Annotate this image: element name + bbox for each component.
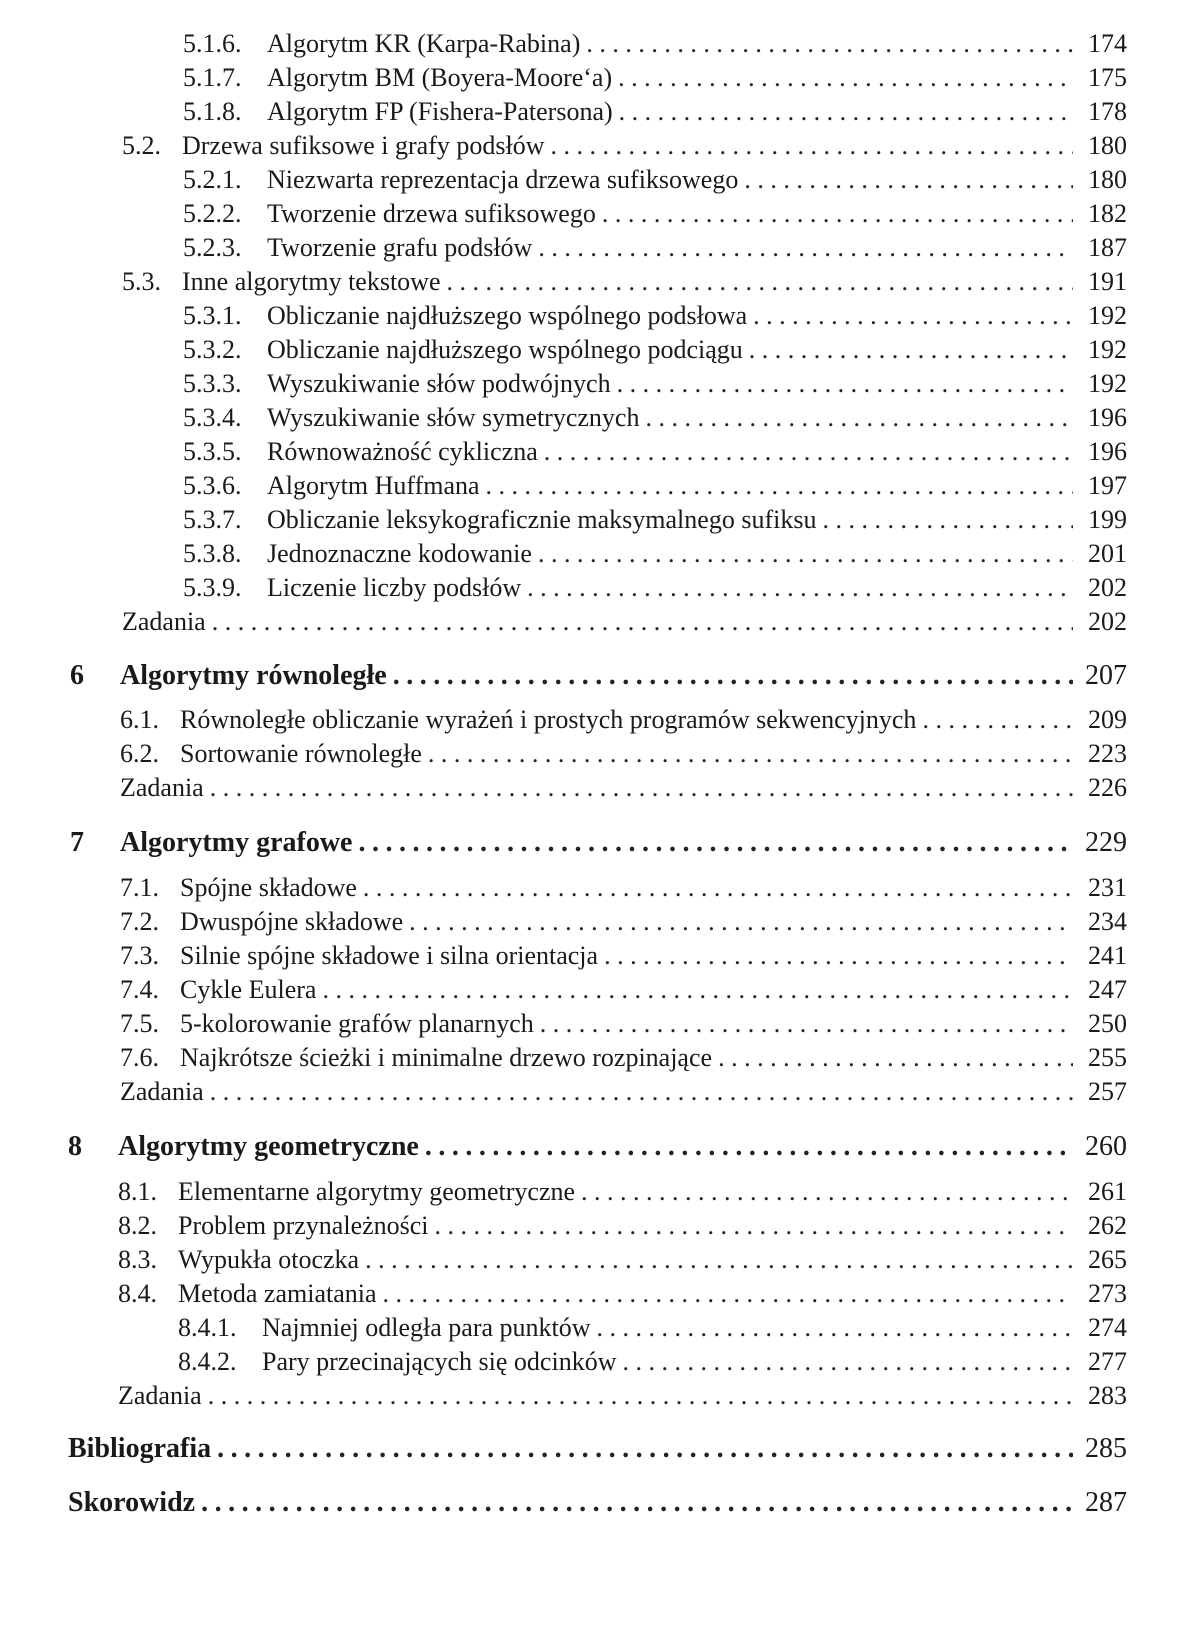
toc-entry-6-2 (120, 737, 1127, 771)
toc-entry-page: 202 (1088, 573, 1127, 602)
toc-entry-page: 192 (1088, 369, 1127, 398)
toc-entry-number: 5.3.2. (183, 335, 242, 364)
chapter-number: 8 (68, 1131, 82, 1162)
toc-entry-title: Tworzenie drzewa sufiksowego (267, 199, 596, 228)
toc-entry-5-2 (122, 129, 1127, 163)
toc-entry-number: 5.1.8. (183, 97, 242, 126)
dot-leader (718, 1041, 1073, 1075)
dot-leader (409, 905, 1073, 939)
toc-entry-zadania (122, 605, 1127, 639)
toc-entry-number: 7.5. (120, 1009, 159, 1038)
toc-entry-7-3 (120, 939, 1127, 973)
toc-entry-title: Równoważność cykliczna (267, 437, 538, 466)
toc-entry-number: 5.2.1. (183, 165, 242, 194)
toc-entry-number: 5.1.7. (183, 63, 242, 92)
toc-entry-5-3-1 (183, 299, 1127, 333)
dot-leader (383, 1277, 1073, 1311)
toc-entry-5-3-9 (183, 571, 1127, 605)
toc-entry-number: 8.1. (118, 1177, 157, 1206)
dot-leader (212, 605, 1073, 639)
toc-entry-page: 192 (1088, 335, 1127, 364)
toc-entry-page: 283 (1088, 1381, 1127, 1410)
dot-leader (586, 27, 1073, 61)
toc-entry-title: Elementarne algorytmy geometryczne (178, 1177, 576, 1206)
dot-leader (425, 1130, 1073, 1164)
toc-entry-title: Cykle Eulera (180, 975, 317, 1004)
toc-entry-8-2 (118, 1209, 1127, 1243)
toc-entry-6-1 (120, 703, 1127, 737)
dot-leader (486, 469, 1073, 503)
toc-entry-number: 8.4. (118, 1279, 157, 1308)
toc-entry-title: Algorytm KR (Karpa-Rabina) (267, 29, 581, 58)
dot-leader (581, 1175, 1073, 1209)
toc-entry-title: Obliczanie najdłuższego wspólnego podsłowa (267, 301, 748, 330)
dot-leader (363, 871, 1073, 905)
dot-leader (645, 401, 1073, 435)
toc-chapter-6 (70, 659, 1127, 693)
dot-leader (538, 537, 1073, 571)
toc-entry-number: 5.3.8. (183, 539, 242, 568)
toc-entry-title: Równoległe obliczanie wyrażeń i prostych programów sekwencyjnych (180, 705, 917, 734)
toc-entry-5-3-2 (183, 333, 1127, 367)
dot-leader (527, 571, 1073, 605)
toc-entry-page: 223 (1088, 739, 1127, 768)
toc-entry-page: 250 (1088, 1009, 1127, 1038)
toc-entry-5-3-7 (183, 503, 1127, 537)
toc-entry-title: Zadania (120, 1077, 204, 1106)
chapter-title: Algorytmy równoległe (120, 660, 387, 691)
toc-entry-title: Metoda zamiatania (178, 1279, 377, 1308)
toc-entry-title: Wyszukiwanie słów podwójnych (267, 369, 611, 398)
toc-entry-number: 5.3.4. (183, 403, 242, 432)
toc-entry-7-5 (120, 1007, 1127, 1041)
dot-leader (210, 1075, 1073, 1109)
toc-entry-title: Dwuspójne składowe (180, 907, 404, 936)
toc-entry-page: 257 (1088, 1077, 1127, 1106)
toc-entry-5-2-3 (183, 231, 1127, 265)
dot-leader (540, 1007, 1073, 1041)
toc-entry-title: Liczenie liczby podsłów (267, 573, 522, 602)
toc-entry-5-3-4 (183, 401, 1127, 435)
toc-entry-title: Problem przynależności (178, 1211, 429, 1240)
toc-entry-number: 7.6. (120, 1043, 159, 1072)
dot-leader (597, 1311, 1073, 1345)
toc-entry-page: 192 (1088, 301, 1127, 330)
toc-entry-number: 5.3.7. (183, 505, 242, 534)
toc-entry-5-3-8 (183, 537, 1127, 571)
dot-leader (447, 265, 1074, 299)
toc-entry-title: Drzewa sufiksowe i grafy podsłów (182, 131, 545, 160)
toc-entry-title: Niezwarta reprezentacja drzewa sufiksowego (267, 165, 739, 194)
dot-leader (617, 367, 1073, 401)
toc-entry-title: Sortowanie równoległe (180, 739, 422, 768)
toc-entry-number: 8.3. (118, 1245, 157, 1274)
toc-entry-5-2-2 (183, 197, 1127, 231)
dot-leader (322, 973, 1073, 1007)
toc-entry-page: 191 (1088, 267, 1127, 296)
toc-entry-number: 5.2. (122, 131, 161, 160)
toc-entry-5-1-6 (183, 27, 1127, 61)
toc-entry-number: 6.1. (120, 705, 159, 734)
toc-entry-title: Zadania (122, 607, 206, 636)
toc-entry-number: 7.3. (120, 941, 159, 970)
dot-leader (358, 826, 1073, 860)
chapter-number: 6 (70, 660, 84, 691)
dot-leader (550, 129, 1073, 163)
toc-entry-title: Wypukła otoczka (178, 1245, 360, 1274)
chapter-title: Algorytmy geometryczne (118, 1131, 419, 1162)
toc-entry-title: Najkrótsze ścieżki i minimalne drzewo rozpinające (180, 1043, 713, 1072)
toc-entry-5-3-6 (183, 469, 1127, 503)
toc-entry-page: 199 (1088, 505, 1127, 534)
toc-chapter-8 (68, 1130, 1127, 1164)
toc-entry-page: 187 (1088, 233, 1127, 262)
toc-entry-number: 6.2. (120, 739, 159, 768)
dot-leader (201, 1486, 1073, 1520)
dot-leader (210, 771, 1073, 805)
toc-entry-page: 255 (1088, 1043, 1127, 1072)
toc-entry-number: 8.4.1. (178, 1313, 237, 1342)
toc-entry-page: 261 (1088, 1177, 1127, 1206)
toc-entry-7-6 (120, 1041, 1127, 1075)
chapter-title: Skorowidz (68, 1487, 196, 1518)
toc-entry-8-4-2 (178, 1345, 1127, 1379)
toc-entry-8-1 (118, 1175, 1127, 1209)
toc-entry-number: 5.3.6. (183, 471, 242, 500)
toc-chapter-7 (70, 826, 1127, 860)
toc-entry-title: Tworzenie grafu podsłów (267, 233, 533, 262)
dot-leader (922, 703, 1073, 737)
toc-entry-page: 265 (1088, 1245, 1127, 1274)
toc-entry-title: Pary przecinających się odcinków (262, 1347, 617, 1376)
toc-entry-5-1-7 (183, 61, 1127, 95)
toc-entry-page: 274 (1088, 1313, 1127, 1342)
toc-entry-page: 202 (1088, 607, 1127, 636)
toc-entry-page: 262 (1088, 1211, 1127, 1240)
toc-entry-page: 180 (1088, 165, 1127, 194)
toc-entry-title: Obliczanie leksykograficznie maksymalnego sufiksu (267, 505, 817, 534)
chapter-number: 7 (70, 827, 84, 858)
toc-entry-title: Spójne składowe (180, 873, 357, 902)
dot-leader (208, 1379, 1073, 1413)
toc-entry-title: 5-kolorowanie grafów planarnych (180, 1009, 534, 1038)
dot-leader (435, 1209, 1073, 1243)
dot-leader (753, 299, 1073, 333)
toc-entry-title: Algorytm FP (Fishera-Patersona) (267, 97, 613, 126)
toc-entry-page: 273 (1088, 1279, 1127, 1308)
toc-entry-page: 207 (1085, 660, 1127, 691)
dot-leader (749, 333, 1073, 367)
toc-entry-title: Zadania (120, 773, 204, 802)
toc-entry-page: 180 (1088, 131, 1127, 160)
dot-leader (619, 95, 1073, 129)
toc-entry-title: Wyszukiwanie słów symetrycznych (267, 403, 640, 432)
toc-entry-title: Jednoznaczne kodowanie (267, 539, 532, 568)
toc-entry-title: Algorytm Huffmana (267, 471, 480, 500)
dot-leader (365, 1243, 1073, 1277)
toc-entry-7-1 (120, 871, 1127, 905)
toc-entry-8-3 (118, 1243, 1127, 1277)
toc-entry-page: 231 (1088, 873, 1127, 902)
toc-entry-zadania (118, 1379, 1127, 1413)
dot-leader (538, 231, 1073, 265)
toc-entry-5-2-1 (183, 163, 1127, 197)
dot-leader (544, 435, 1073, 469)
toc-entry-5-3-5 (183, 435, 1127, 469)
toc-entry-page: 196 (1088, 403, 1127, 432)
toc-index (68, 1486, 1127, 1520)
toc-entry-title: Obliczanie najdłuższego wspólnego podciągu (267, 335, 743, 364)
toc-entry-5-3 (122, 265, 1127, 299)
toc-entry-7-2 (120, 905, 1127, 939)
toc-entry-page: 174 (1088, 29, 1127, 58)
dot-leader (622, 1345, 1073, 1379)
toc-entry-title: Silnie spójne składowe i silna orientacja (180, 941, 599, 970)
toc-entry-page: 209 (1088, 705, 1127, 734)
dot-leader (428, 737, 1073, 771)
toc-entry-title: Inne algorytmy tekstowe (182, 267, 441, 296)
toc-entry-number: 5.3.1. (183, 301, 242, 330)
chapter-title: Bibliografia (68, 1433, 212, 1464)
toc-entry-page: 178 (1088, 97, 1127, 126)
toc-entry-page: 175 (1088, 63, 1127, 92)
toc-entry-page: 226 (1088, 773, 1127, 802)
toc-entry-title: Algorytm BM (Boyera-Moore‘a) (267, 63, 613, 92)
toc-entry-number: 5.3. (122, 267, 161, 296)
toc-entry-page: 229 (1085, 827, 1127, 858)
toc-bibliography (68, 1432, 1127, 1466)
toc-entry-page: 260 (1085, 1131, 1127, 1162)
toc-entry-page: 285 (1085, 1433, 1127, 1464)
toc-entry-page: 196 (1088, 437, 1127, 466)
toc-entry-page: 182 (1088, 199, 1127, 228)
toc-entry-number: 7.1. (120, 873, 159, 902)
toc-entry-page: 197 (1088, 471, 1127, 500)
toc-entry-number: 5.3.9. (183, 573, 242, 602)
toc-entry-number: 7.4. (120, 975, 159, 1004)
toc-entry-8-4-1 (178, 1311, 1127, 1345)
toc-entry-5-1-8 (183, 95, 1127, 129)
toc-entry-title: Najmniej odległa para punktów (262, 1313, 591, 1342)
toc-entry-number: 8.4.2. (178, 1347, 237, 1376)
dot-leader (604, 939, 1073, 973)
toc-entry-number: 7.2. (120, 907, 159, 936)
toc-entry-number: 5.2.2. (183, 199, 242, 228)
toc-entry-number: 5.3.3. (183, 369, 242, 398)
toc-entry-page: 287 (1085, 1487, 1127, 1518)
toc-entry-8-4 (118, 1277, 1127, 1311)
toc-entry-page: 277 (1088, 1347, 1127, 1376)
toc-entry-page: 234 (1088, 907, 1127, 936)
toc-entry-zadania (120, 1075, 1127, 1109)
toc-entry-number: 8.2. (118, 1211, 157, 1240)
dot-leader (822, 503, 1073, 537)
toc-entry-number: 5.1.6. (183, 29, 242, 58)
dot-leader (602, 197, 1073, 231)
toc-entry-page: 247 (1088, 975, 1127, 1004)
dot-leader (744, 163, 1073, 197)
dot-leader (217, 1432, 1073, 1466)
toc-entry-page: 201 (1088, 539, 1127, 568)
chapter-title: Algorytmy grafowe (120, 827, 353, 858)
toc-entry-zadania (120, 771, 1127, 805)
dot-leader (393, 659, 1073, 693)
toc-entry-number: 5.3.5. (183, 437, 242, 466)
toc-entry-number: 5.2.3. (183, 233, 242, 262)
toc-entry-page: 241 (1088, 941, 1127, 970)
toc-entry-5-3-3 (183, 367, 1127, 401)
toc-entry-title: Zadania (118, 1381, 202, 1410)
dot-leader (618, 61, 1073, 95)
toc-entry-7-4 (120, 973, 1127, 1007)
